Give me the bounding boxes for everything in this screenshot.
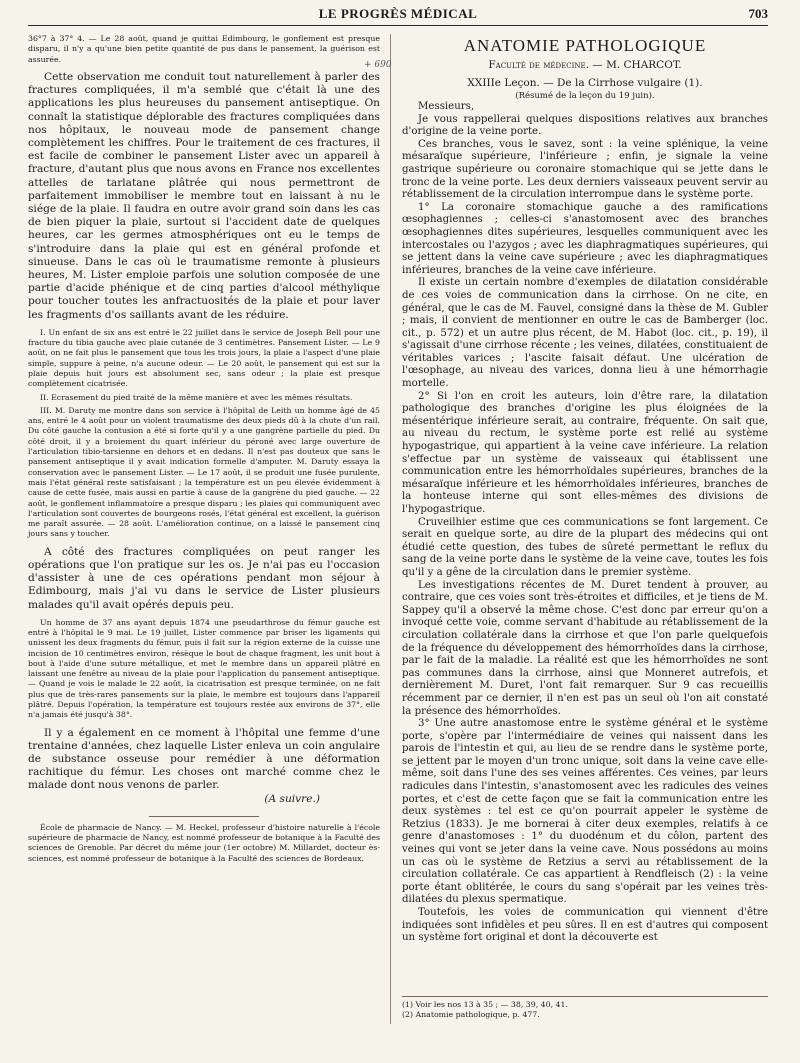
paragraph: 3° Une autre anastomose entre le système général et le système porte, s'opère par l'intermédiaire de veines qui naissent dans les parois de l'intestin et qui, au lieu de se rendre dans le système porte, se jettent par le moyen d'un tronc unique, soit dans la veine cave elle-même, soit dans l'une des ses veines afférentes. Ces veines, par leurs radicules dans l'intestin, s'anastomosent avec les radicules des veines portes, et c'est de cette façon que se fait la communication entre les deux systèmes : tel est ce qu'on pourrait appeler le système de Retzius (1833). Je me bornerai à citer deux exemples, relatifs à ce genre d'anastomoses : 1° du duodénum et du côlon, partent des veines qui vont se jeter dans la veine cave. Nous possédons au moins un cas où le système de Retzius a servi au rétablissement de la circulation collatérale. Ce cas appartient à Rendfleisch (2) : la veine porte étant oblitérée, le cours du sang s'opérait par les veines très-dilatées du plexus spermatique. bbox=[402, 718, 768, 906]
left-column bbox=[28, 34, 380, 864]
observation-2: II. Ecrasement du pied traité de la même manière et avec les mêmes résultats. bbox=[40, 392, 353, 402]
paragraph-femur: Il y a également en ce moment à l'hôpital une femme d'une trentaine d'années, chez laquelle Lister enleva un coin angulaire de substance osseuse pour remédier à une déformation rachitique du fémur. Les choses ont marché comme chez le malade dont nous venons de parler. bbox=[28, 726, 380, 792]
handwritten-marginalia: + 690 bbox=[364, 60, 392, 70]
paragraph: Toutefois, les voies de communication qui viennent d'être indiquées sont infidèles et peu sûres. Il en est d'autres qui composent un système fort original et dont la découverte est bbox=[402, 907, 768, 944]
section-title: ANATOMIE PATHOLOGIQUE bbox=[463, 36, 707, 55]
header-rule bbox=[28, 25, 768, 26]
paragraph: 1° La coronaire stomachique gauche a des ramifications œsophagiennes ; celles-ci s'anastomosent avec des branches œsophagiennes dites supérieures, lesquelles communiquent avec les intercostales ou l'azygos ; avec les diaphragmatiques supérieures, qui se jettent dans la veine cave supérieure ; avec les diaphragmatiques inférieures, branches de la veine cave inférieure. bbox=[402, 201, 768, 276]
column-divider bbox=[390, 34, 391, 1024]
faculty-line: Faculté de médecine. — M. CHARCOT. bbox=[488, 59, 682, 71]
footnote-2: (2) Anatomie pathologique, p. 477. bbox=[402, 1010, 540, 1019]
footnote-1: (1) Voir les nos 13 à 35 ; — 38, 39, 40, 41. bbox=[402, 1000, 568, 1009]
lecon-date: (Résumé de la leçon du 19 juin). bbox=[515, 91, 655, 101]
masthead bbox=[28, 4, 768, 26]
observation-3: III. M. Daruty me montre dans son service à l'hôpital de Leith un homme âgé de 45 ans, entré le 4 août pour un violent traumatisme des deux pieds dû à la chute d'un rail. Du côté gauche la contusion a été si forte qu'il y a une gangrène partielle du pied. Du côté droit, il y a broiement du quart inférieur du péroné avec large ouverture de l'articulation tibio-tarsienne en dehors et en dedans. Il n'est pas douteux que sans le pansement antiseptique il y avait indication formelle d'amputer. M. Daruty essaya la conservation avec le pansement Lister. — Le 17 août, il se produit une fusée purulente, mais l'état général reste satisfaisant ; la température est un peu élevée évidemment à cause de cette fusée, mais aussi en partie à cause de la gangrène du pied gauche. — 22 août, le gonflement inflammatoire a presque disparu ; les plaies qui communiquent avec l'articulation sont couvertes de bourgeons rosés, l'état général est excellent, la guérison me paraît assurée. — 28 août. L'amélioration continue, on a laissé le pansement cinq jours sans y toucher. bbox=[28, 405, 380, 539]
paragraph: 2° Si l'on en croit les auteurs, loin d'être rare, la dilatation pathologique des branches d'origine les plus éloignées de la mésentérique inférieure serait, au contraire, fréquente. On sait que, au niveau du rectum, le système porte est relié au système hypogastrique, qui appartient à la veine cave inférieure. La relation s'effectue par un système de vaisseaux qui établissent une communication entre les hémorrhoïdales supérieures, branches de la mésaraïque inférieure et les hémorrhoïdales inférieures, branches de la honteuse interne qui sont elles-mêmes des divisions de l'hypogastrique. bbox=[402, 390, 768, 515]
paragraph-operations: A côté des fractures compliquées on peut ranger les opérations que l'on pratique sur les os. Je n'ai pas eu l'occasion d'assister à une de ces opérations pendant mon séjour à Edimbourg, mais j'ai vu dans le service de Lister plusieurs malades qu'il avait opérés depuis peu. bbox=[28, 545, 380, 611]
page bbox=[28, 0, 768, 1063]
paragraph-fractures: Cette observation me conduit tout naturellement à parler des fractures compliquées, il m'a semblé que c'était là une des applications les plus heureuses du pansement antiseptique. On connaît la statistique déplorable des fractures compliquées dans nos hôpitaux, le nouveau mode de pansement change complètement les chiffres. Pour le traitement de ces fractures, il est facile de combiner le pansement Lister avec un appareil à fracture, d'autant plus que nous avons en France nos excellentes attelles de tarlatane plâtrée qui nous permettront de parfaitement immobiliser le membre tout en laissant à nu le siége de la plaie. Il faudra en outre avoir grand soin dans les cas de bien piquer la plaie, surtout si l'accident date de quelques heures, car les germes atmosphériques ont eu le temps de s'introduire dans la plaie qui est en général profonde et sinueuse. Dans le cas où le traumatisme remonte à plusieurs heures, M. Lister emploie parfois une solution composée de une partie d'acide phénique et de cinq parties d'alcool méthylique pour toucher toutes les anfractuosités de la plaie et pour laver les fragments d'os saillants avant de les réduire. bbox=[28, 70, 380, 321]
right-column bbox=[402, 34, 768, 945]
paragraph: Cruveilhier estime que ces communications se font largement. Ce serait en quelque sorte, au dire de la plupart des médecins qui ont étudié cette question, des tubes de sûreté permettant le reflux du sang de la veine porte dans le système de la veine cave, toutes les fois qu'il y a gêne de la circulation dans le premier système. bbox=[402, 516, 768, 578]
journal-title: LE PROGRÈS MÉDICAL bbox=[318, 6, 478, 21]
paragraph: Les investigations récentes de M. Duret tendent à prouver, au contraire, que ces voies sont très-étroites et difficiles, et je tiens de M. Sappey qu'il a observé la même chose. C'est donc par erreur qu'on a invoqué cette voie, comme servant d'habitude au rétablissement de la circulation collatérale dans la cirrhose et que l'on parle quelquefois de la fréquence du développement des hémorrhoïdes dans la cirrhose, par le fait de la maladie. La réalité est que les hémorrhoïdes ne sont pas communes dans la cirrhose, ainsi que Monneret autrefois, et dernièrement M. Duret, l'ont fait remarquer. Sur 9 cas recueillis récemment par ce dernier, il n'en est pas un seul où l'on ait constaté la présence des hémorrhoïdes. bbox=[402, 579, 768, 717]
lecon-heading: XXIIIe Leçon. — De la Cirrhose vulgaire (1). bbox=[467, 77, 703, 89]
observation-1: I. Un enfant de six ans est entré le 22 juillet dans le service de Joseph Bell pour une fracture du tibia gauche avec plaie cutanée de 3 centimètres. Pansement Lister. — Le 9 août, on ne fait plus le pansement que tous les trois jours, la plaie a l'aspect d'une plaie simple, suppure à peine, n'a aucune odeur. — Le 20 août, le pansement qui est sur la plaie depuis huit jours est absolument sec, sans odeur ; la plaie est presque complètement cicatrisée. bbox=[28, 327, 380, 389]
salutation: Messieurs, bbox=[418, 101, 475, 112]
observation-4: Un homme de 37 ans ayant depuis 1874 une pseudarthrose du fémur gauche est entré à l'hôpital le 9 mai. Le 19 juillet, Lister commence par briser les ligaments qui unissent les deux fragments du fémur, puis il fait sur la région externe de la cuisse une incision de 10 centimètres environ, résèque le bout de chaque fragment, les unit bout à bout à l'aide d'une suture métallique, et met le membre dans un appareil plâtré en laissant une fenêtre au niveau de la plaie pour l'application du pansement antiseptique. — Quand je vois le malade le 22 août, la cicatrisation est presque terminée, on ne fait plus que de très-rares pansements sur la plaie, le membre est toujours dans l'appareil plâtré. Depuis l'opération, la température est toujours restée aux environs de 37°, elle n'a jamais été jusqu'à 38°. bbox=[28, 617, 380, 720]
to-be-continued: (A suivre.) bbox=[264, 792, 320, 805]
paragraph: Je vous rappellerai quelques dispositions relatives aux branches d'origine de la veine porte. bbox=[402, 113, 768, 138]
intro-paragraph: 36°7 à 37° 4. — Le 28 août, quand je quittai Edimbourg, le gonflement est presque disparu, il n'y a qu'une bien petite quantité de pus dans le pansement, la guérison est assurée. bbox=[28, 34, 380, 64]
separator bbox=[149, 816, 259, 817]
news-notice: École de pharmacie de Nancy. — M. Heckel, professeur d'histoire naturelle à l'école supérieure de pharmacie de Nancy, est nommé professeur de botanique à la Faculté des sciences de Grenoble. Par décret du même jour (1er octobre) M. Millardet, docteur ès-sciences, est nommé professeur de botanique à la Faculté des sciences de Bordeaux. bbox=[28, 822, 380, 863]
paragraph: Ces branches, vous le savez, sont : la veine splénique, la veine mésaraïque supérieure, l'inférieure ; enfin, je signale la veine gastrique supérieure ou coronaire stomachique qui se jette dans le tronc de la veine porte. Les deux derniers vaisseaux peuvent servir au rétablissement de la circulation interrompue dans le système porte. bbox=[402, 138, 768, 201]
paragraph: Il existe un certain nombre d'exemples de dilatation considérable de ces voies de communication dans la cirrhose. On ne cite, en général, que le cas de M. Fauvel, consigné dans la thèse de M. Gubler ; mais, il convient de mentionner en outre le cas de Bamberger (loc. cit., p. 572) et un autre plus récent, de M. Habot (loc. cit., p. 19), il s'agissait d'une cirrhose récente ; les veines, dilatées, constituaient de véritables varices ; l'ascite faisait défaut. Une ulcération de l'œsophage, au niveau des varices, donna lieu à une hémorrhagie mortelle. bbox=[402, 277, 768, 390]
page-number: 703 bbox=[748, 6, 768, 21]
footnotes bbox=[402, 996, 768, 1020]
